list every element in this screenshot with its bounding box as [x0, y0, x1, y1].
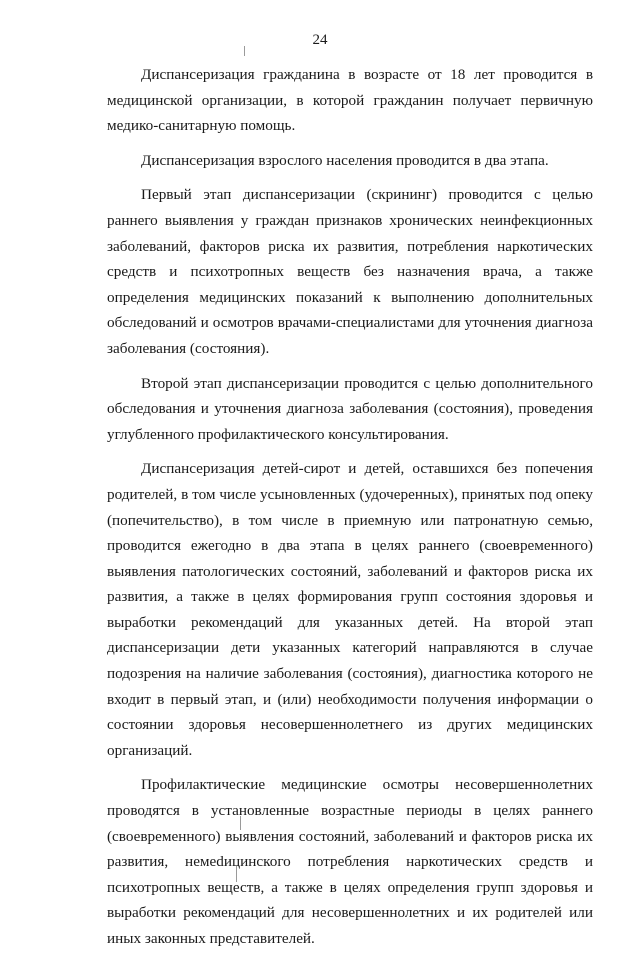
paragraph-adult-dispensarization-place: Диспансеризация гражданина в возрасте от 18 лет проводится в медицинской организации, в которой гражданин получает первичную медико-санитарную помощь. — [107, 66, 593, 135]
scan-mark-top — [244, 46, 245, 56]
document-body — [107, 62, 593, 961]
paragraph-minors-preventive-exams: Профилактические медицинские осмотры несовершеннолетних проводятся в установленные возрастные периоды в целях раннего (своевременного) выявления состояний, заболеваний и факторов риска их развития, немеdицинского потребления наркотических средств и психотропных веществ, а также в целях определения групп здоровья и выработки рекомендаций для несовершеннолетних и их родителей или иных законных представителей. — [107, 776, 593, 947]
paragraph-two-stages: Диспансеризация взрослого населения проводится в два этапа. — [141, 151, 549, 169]
paragraph-orphans-dispensarization: Диспансеризация детей-сирот и детей, оставшихся без попечения родителей, в том числе усыновленных (удочеренных), принятых под опеку (попечительство), в том числе в приемную или патронатную семью, проводится ежегодно в два этапа в целях раннего (своевременного) выявления патологических состояний, заболеваний и факторов риска их развития, а также в целях формирования групп состояния здоровья и выработки рекомендаций для указанных детей. На второй этап диспансеризации дети указанных категорий направляются в случае подозрения на наличие заболевания (состояния), диагностика которого не входит в первый этап, и (или) необходимости получения информации о состоянии здоровья несовершеннолетнего из других медицинских организаций. — [107, 460, 593, 759]
paragraph-second-stage: Второй этап диспансеризации проводится с целью дополнительного обследования и уточнения диагноза заболевания (состояния), проведения углубленного профилактического консультирования. — [107, 374, 593, 443]
paragraph-first-stage: Первый этап диспансеризации (скрининг) проводится с целью раннего выявления у граждан признаков хронических неинфекционных заболеваний, факторов риска их развития, потребления наркотических средств и психотропных веществ без назначения врача, а также определения медицинских показаний к выполнению дополнительных обследований и осмотров врачами-специалистами для уточнения диагноза заболевания (состояния). — [107, 186, 593, 357]
page-number: 24 — [312, 32, 328, 48]
